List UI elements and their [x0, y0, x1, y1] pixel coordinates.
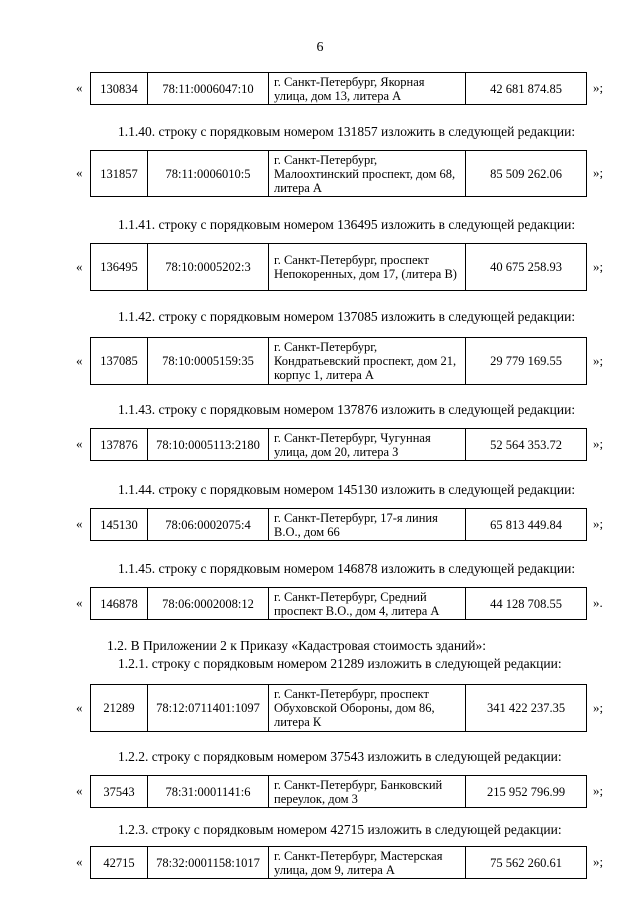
paragraph: 1.1.42. строку с порядковым номером 137085 изложить в следующей редакции:	[118, 309, 576, 324]
record-number: 21289	[91, 685, 148, 732]
record-table	[90, 587, 587, 620]
record-number: 130834	[91, 73, 148, 105]
cadastral-value: 215 952 796.99	[466, 776, 587, 808]
address: г. Санкт-Петербург, Кондратьевский проспект, дом 21, корпус 1, литера А	[269, 338, 466, 385]
table-row	[60, 243, 620, 290]
record-number: 145130	[91, 509, 148, 541]
record-table	[90, 72, 587, 105]
cadastral-number: 78:32:0001158:1017	[148, 847, 269, 879]
cadastral-value: 40 675 258.93	[466, 244, 587, 291]
cadastral-number: 78:06:0002075:4	[148, 509, 269, 541]
table-row	[60, 684, 620, 731]
table-row	[60, 72, 620, 104]
quote-close: »;	[593, 258, 604, 274]
cadastral-number: 78:11:0006047:10	[148, 73, 269, 105]
quote-open: «	[76, 516, 83, 531]
record-table	[90, 775, 587, 808]
table-row	[60, 337, 620, 384]
address: г. Санкт-Петербург, проспект Обуховской Обороны, дом 86, литера К	[269, 685, 466, 732]
record-table	[90, 337, 587, 385]
cadastral-number: 78:10:0005202:3	[148, 244, 269, 291]
quote-close: »;	[593, 699, 604, 715]
address: г. Санкт-Петербург, проспект Непокоренных, дом 17, (литера В)	[269, 244, 466, 291]
record-number: 37543	[91, 776, 148, 808]
quote-open: «	[76, 165, 83, 180]
paragraph: 1.1.40. строку с порядковым номером 131857 изложить в следующей редакции:	[118, 124, 576, 139]
address: г. Санкт-Петербург, Средний проспект В.О., дом 4, литера А	[269, 588, 466, 620]
page-number: 6	[316, 40, 324, 55]
paragraph: 1.1.44. строку с порядковым номером 145130 изложить в следующей редакции:	[118, 482, 576, 497]
cadastral-value: 42 681 874.85	[466, 73, 587, 105]
cadastral-number: 78:12:0711401:1097	[148, 685, 269, 732]
quote-close: ».	[593, 595, 603, 610]
record-table	[90, 508, 587, 541]
quote-close: »;	[593, 436, 604, 451]
cadastral-value: 44 128 708.55	[466, 588, 587, 620]
paragraph: 1.1.43. строку с порядковым номером 137876 изложить в следующей редакции:	[118, 402, 576, 417]
record-table	[90, 846, 587, 879]
record-number: 131857	[91, 151, 148, 197]
quote-close: »;	[593, 516, 604, 531]
cadastral-value: 65 813 449.84	[466, 509, 587, 541]
record-table	[90, 243, 587, 291]
paragraph: 1.2.1. строку с порядковым номером 21289 изложить в следующей редакции:	[118, 656, 562, 671]
paragraph: 1.2. В Приложении 2 к Приказу «Кадастровая стоимость зданий»:	[107, 638, 486, 653]
table-row	[60, 150, 620, 196]
quote-open: «	[76, 436, 83, 451]
paragraph: 1.2.3. строку с порядковым номером 42715 изложить в следующей редакции:	[118, 822, 562, 837]
record-table	[90, 428, 587, 461]
table-row	[60, 775, 620, 807]
quote-close: »;	[593, 854, 604, 869]
table-row	[60, 428, 620, 460]
record-table	[90, 684, 587, 732]
cadastral-value: 52 564 353.72	[466, 429, 587, 461]
record-number: 136495	[91, 244, 148, 291]
quote-open: «	[76, 352, 83, 368]
address: г. Санкт-Петербург, Мастерская улица, дом 9, литера А	[269, 847, 466, 879]
paragraph: 1.1.41. строку с порядковым номером 136495 изложить в следующей редакции:	[118, 217, 576, 232]
quote-close: »;	[593, 165, 604, 180]
quote-close: »;	[593, 80, 604, 95]
paragraph: 1.1.45. строку с порядковым номером 146878 изложить в следующей редакции:	[118, 561, 576, 576]
cadastral-value: 75 562 260.61	[466, 847, 587, 879]
record-number: 137876	[91, 429, 148, 461]
address: г. Санкт-Петербург, 17-я линия В.О., дом 66	[269, 509, 466, 541]
address: г. Санкт-Петербург, Якорная улица, дом 13, литера А	[269, 73, 466, 105]
record-number: 137085	[91, 338, 148, 385]
quote-open: «	[76, 80, 83, 95]
quote-open: «	[76, 595, 83, 610]
quote-close: »;	[593, 352, 604, 368]
table-row	[60, 846, 620, 878]
quote-close: »;	[593, 783, 604, 798]
table-row	[60, 508, 620, 540]
address: г. Санкт-Петербург, Малоохтинский проспект, дом 68, литера А	[269, 151, 466, 197]
cadastral-number: 78:10:0005159:35	[148, 338, 269, 385]
quote-open: «	[76, 854, 83, 869]
address: г. Санкт-Петербург, Чугунная улица, дом 20, литера З	[269, 429, 466, 461]
cadastral-number: 78:11:0006010:5	[148, 151, 269, 197]
quote-open: «	[76, 783, 83, 798]
cadastral-value: 341 422 237.35	[466, 685, 587, 732]
cadastral-number: 78:31:0001141:6	[148, 776, 269, 808]
record-number: 146878	[91, 588, 148, 620]
cadastral-value: 85 509 262.06	[466, 151, 587, 197]
paragraph: 1.2.2. строку с порядковым номером 37543 изложить в следующей редакции:	[118, 749, 562, 764]
record-table	[90, 150, 587, 197]
record-number: 42715	[91, 847, 148, 879]
cadastral-value: 29 779 169.55	[466, 338, 587, 385]
cadastral-number: 78:06:0002008:12	[148, 588, 269, 620]
quote-open: «	[76, 258, 83, 274]
cadastral-number: 78:10:0005113:2180	[148, 429, 269, 461]
table-row	[60, 587, 620, 619]
quote-open: «	[76, 699, 83, 715]
address: г. Санкт-Петербург, Банковский переулок, дом 3	[269, 776, 466, 808]
